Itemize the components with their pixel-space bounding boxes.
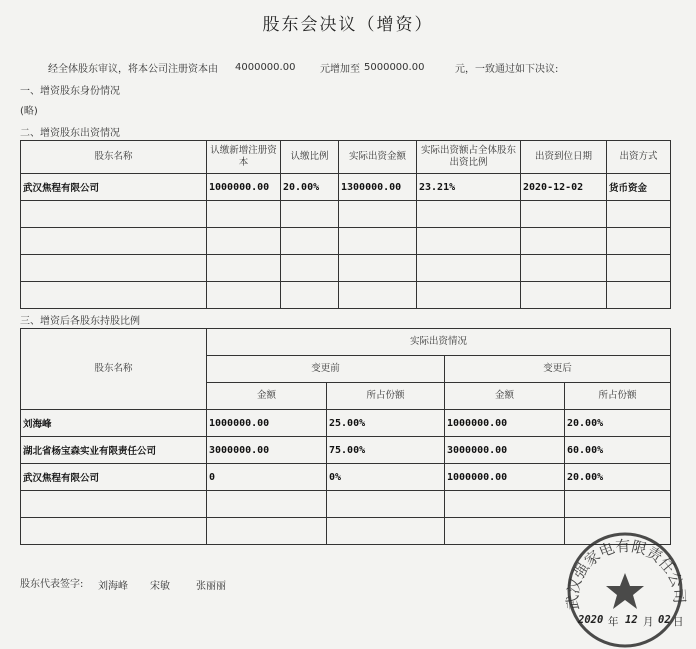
table-row <box>21 491 671 518</box>
table-cell <box>207 201 281 228</box>
table-cell <box>339 255 417 282</box>
table-cell <box>607 255 671 282</box>
table-cell <box>281 255 339 282</box>
date-day: 02 <box>658 614 671 626</box>
table-cell: 60.00% <box>565 437 671 464</box>
col-before-share: 所占份额 <box>327 383 445 410</box>
table-cell: 1000000.00 <box>207 410 327 437</box>
section1-note: (略) <box>20 106 38 117</box>
table-cell: 0% <box>327 464 445 491</box>
shareholding-table <box>20 328 671 545</box>
table-cell <box>207 255 281 282</box>
table-cell: 25.00% <box>327 410 445 437</box>
table-cell <box>565 491 671 518</box>
table-cell <box>21 282 207 309</box>
table-cell <box>521 282 607 309</box>
signature-label: 股东代表签字: <box>20 579 84 590</box>
table-cell <box>281 228 339 255</box>
table-cell <box>207 228 281 255</box>
table-header-row <box>21 141 671 174</box>
capital-contribution-table <box>20 140 671 309</box>
date-month-unit: 月 <box>643 616 654 628</box>
col-shareholder-name: 股东名称 <box>21 141 207 174</box>
signature-name: 刘海峰 <box>98 581 128 592</box>
table-cell: 1000000.00 <box>207 174 281 201</box>
table-cell <box>21 518 207 545</box>
seal-text: 武汉强家电有限责任公司 <box>563 536 689 611</box>
table-row <box>21 410 671 437</box>
table-row <box>21 464 671 491</box>
table-cell <box>445 491 565 518</box>
table-cell: 1000000.00 <box>445 410 565 437</box>
table-cell: 3000000.00 <box>445 437 565 464</box>
col-payment-method: 出资方式 <box>607 141 671 174</box>
table-cell <box>339 282 417 309</box>
table-cell <box>417 255 521 282</box>
table-cell: 75.00% <box>327 437 445 464</box>
table-row <box>21 255 671 282</box>
table-row <box>21 282 671 309</box>
table-cell: 20.00% <box>565 464 671 491</box>
table-cell: 20.00% <box>565 410 671 437</box>
date-year: 2020 <box>578 614 604 626</box>
table-row <box>21 437 671 464</box>
table-cell <box>521 255 607 282</box>
col-actual-ratio: 实际出资额占全体股东出资比例 <box>417 141 521 174</box>
table-cell <box>339 228 417 255</box>
table-cell: 武汉焦程有限公司 <box>21 174 207 201</box>
table-cell: 20.00% <box>281 174 339 201</box>
intro-middle: 元增加至 <box>320 64 360 75</box>
table-cell: 0 <box>207 464 327 491</box>
intro-from-amount: 4000000.00 <box>235 62 296 73</box>
table-cell <box>445 518 565 545</box>
signature-name: 张丽丽 <box>196 581 226 592</box>
date-year-unit: 年 <box>608 616 619 628</box>
table-cell: 湖北省杨宝森实业有限责任公司 <box>21 437 207 464</box>
col-before-amount: 金额 <box>207 383 327 410</box>
intro-to-amount: 5000000.00 <box>364 62 425 73</box>
table-row <box>21 201 671 228</box>
table-cell: 武汉焦程有限公司 <box>21 464 207 491</box>
col-paid-date: 出资到位日期 <box>521 141 607 174</box>
table-cell: 刘海峰 <box>21 410 207 437</box>
col-shareholder-name: 股东名称 <box>21 329 207 410</box>
star-icon <box>606 573 644 609</box>
document-title: 股东会决议（增资） <box>262 15 434 35</box>
table-cell <box>21 201 207 228</box>
table-cell: 1000000.00 <box>445 464 565 491</box>
table-cell <box>207 491 327 518</box>
intro-suffix: 元，一致通过如下决议: <box>455 64 559 75</box>
col-subscription-ratio: 认缴比例 <box>281 141 339 174</box>
table-cell <box>281 282 339 309</box>
table-cell <box>339 201 417 228</box>
table-cell <box>21 491 207 518</box>
table-cell: 2020-12-02 <box>521 174 607 201</box>
col-after-amount: 金额 <box>445 383 565 410</box>
col-before-change: 变更前 <box>207 356 445 383</box>
date-month: 12 <box>625 614 638 626</box>
col-subscribed-capital: 认缴新增注册资本 <box>207 141 281 174</box>
section2-heading: 二、增资股东出资情况 <box>20 128 120 139</box>
table-cell: 3000000.00 <box>207 437 327 464</box>
table-cell <box>607 282 671 309</box>
company-seal <box>560 525 690 649</box>
table-cell <box>417 201 521 228</box>
table-cell: 1300000.00 <box>339 174 417 201</box>
table-cell <box>207 518 327 545</box>
section1-heading: 一、增资股东身份情况 <box>20 86 120 97</box>
col-after-change: 变更后 <box>445 356 671 383</box>
table-cell <box>521 228 607 255</box>
table-cell: 货币资金 <box>607 174 671 201</box>
table-cell <box>607 228 671 255</box>
table-cell <box>207 282 281 309</box>
table-row <box>21 174 671 201</box>
intro-prefix: 经全体股东审议，将本公司注册资本由 <box>48 64 218 75</box>
table-cell <box>417 228 521 255</box>
table-cell <box>21 255 207 282</box>
col-actual-contribution: 实际出资情况 <box>207 329 671 356</box>
table-cell <box>327 491 445 518</box>
col-actual-amount: 实际出资金额 <box>339 141 417 174</box>
table-cell <box>607 201 671 228</box>
table-cell <box>327 518 445 545</box>
col-after-share: 所占份额 <box>565 383 671 410</box>
section3-heading: 三、增资后各股东持股比例 <box>20 316 140 327</box>
table-cell <box>21 228 207 255</box>
date-day-unit: 日 <box>673 616 684 628</box>
signature-name: 宋敏 <box>150 581 170 592</box>
table-cell <box>417 282 521 309</box>
table-cell <box>521 201 607 228</box>
table-cell <box>281 201 339 228</box>
table-cell: 23.21% <box>417 174 521 201</box>
table-row <box>21 228 671 255</box>
